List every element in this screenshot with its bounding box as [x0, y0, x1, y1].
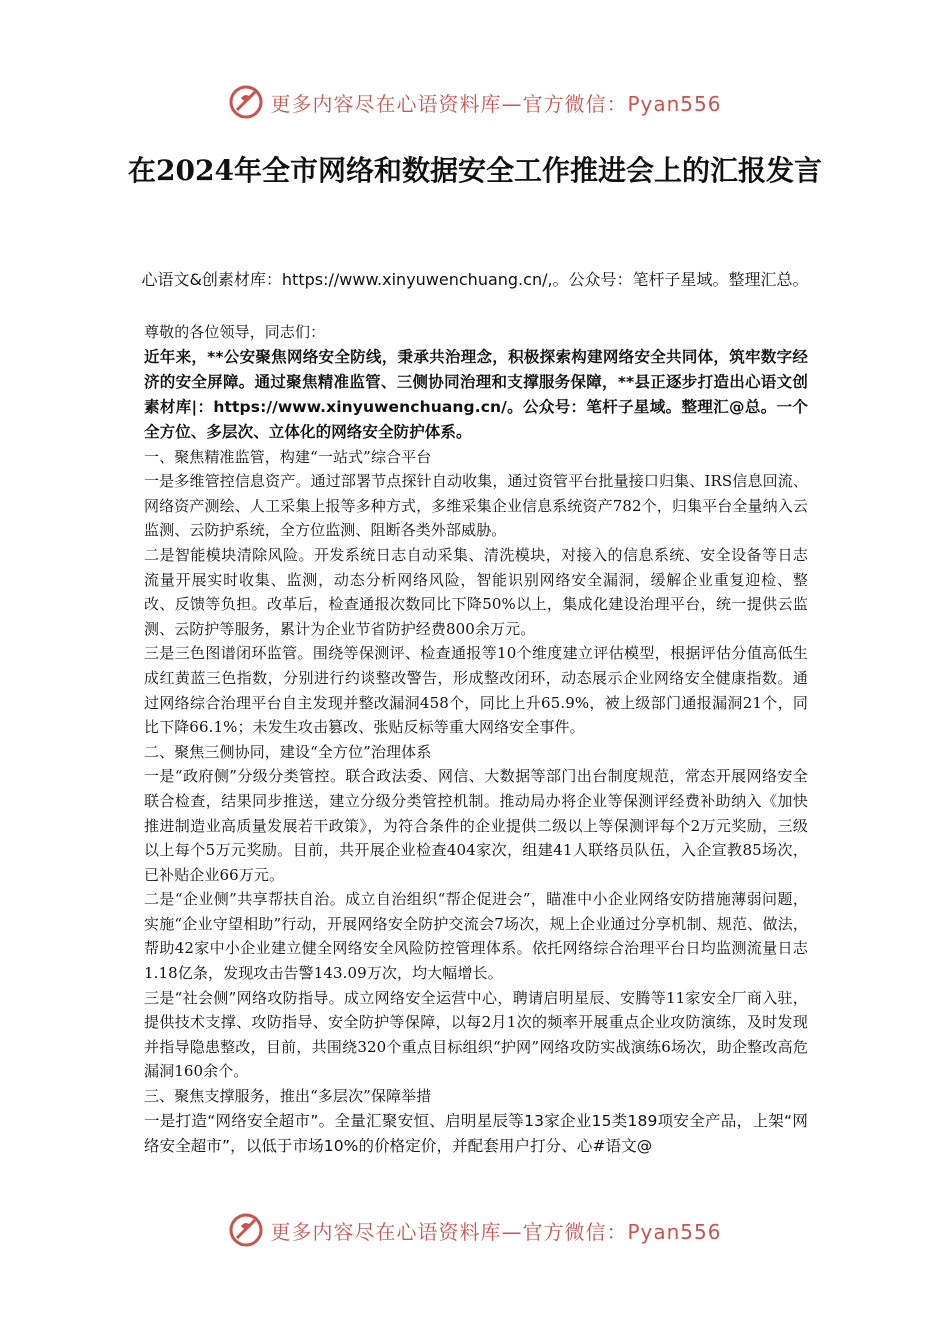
- paragraph: 一是多维管控信息资产。通过部署节点探针自动收集，通过资管平台批量接口归集、IRS信息回流、网络资产测绘、人工采集上报等多种方式，多维采集企业信息系统资产782个，归集平台全量纳入云监测、云防护系统，全方位监测、阻断各类外部威胁。: [144, 472, 808, 540]
- source-line: 心语文&创素材库：https://www.xinyuwenchuang.cn/,。公众号：笔杆子星域。整理汇总。: [141, 270, 809, 289]
- salutation: 尊敬的各位领导，同志们：: [144, 323, 326, 341]
- brand-logo-icon: [228, 84, 264, 120]
- intro-paragraph: 近年来，**公安聚焦网络安全防线，秉承共治理念，积极探索构建网络安全共同体，筑牢数字经济的安全屏障。通过聚焦精准监管、三侧协同治理和支撑服务保障，**县正逐步打造出心语文创素材库|：https://www.xinyuwenchuang.cn/。公众号：笔杆子星域。整理汇@总。一个全方位、多层次、立体化的网络安全防护体系。: [144, 347, 808, 441]
- paragraph: 二是智能模块清除风险。开发系统日志自动采集、清洗模块，对接入的信息系统、安全设备等日志流量开展实时收集、监测，动态分析网络风险，智能识别网络安全漏洞，缓解企业重复迎检、整改、反馈等负担。改革后，检查通报次数同比下降50%以上，集成化建设治理平台，统一提供云监测、云防护等服务，累计为企业节省防护经费800余万元。: [144, 545, 808, 638]
- banner-text: 更多内容尽在心语资料库—官方微信：Pyan556: [270, 1219, 722, 1244]
- paragraph: 一是“政府侧”分级分类管控。联合政法委、网信、大数据等部门出台制度规范，常态开展网络安全联合检查，结果同步推送，建立分级分类管控机制。推动局办将企业等保测评经费补助纳入《加快推进制造业高质量发展若干政策》，为符合条件的企业提供二级以上等保测评每个2万元奖励，三级以上每个5万元奖励。目前，共开展企业检查404家次，组建41人联络员队伍，入企宣教85场次，已补贴企业66万元。: [144, 767, 808, 884]
- brand-logo-icon: [228, 1212, 264, 1248]
- footer-banner: [0, 1208, 950, 1252]
- section-heading-1: 一、聚焦精准监管，构建“一站式”综合平台: [144, 447, 432, 466]
- section-heading-2: 二、聚焦三侧协同，建设“全方位”治理体系: [144, 742, 432, 761]
- paragraph: 三是三色图谱闭环监管。围绕等保测评、检查通报等10个维度建立评估模型，根据评估分值高低生成红黄蓝三色指数，分别进行约谈整改警告，形成整改闭环，动态展示企业网络安全健康指数。通过网络综合治理平台自主发现并整改漏洞458个，同比上升65.9%，被上级部门通报漏洞21个，同比下降66.1%；未发生攻击篡改、张贴反标等重大网络安全事件。: [144, 644, 808, 737]
- page-title: 在2024年全市网络和数据安全工作推进会上的汇报发言: [128, 154, 822, 187]
- paragraph: 三是“社会侧”网络攻防指导。成立网络安全运营中心，聘请启明星辰、安腾等11家安全厂商入驻，提供技术支撑、攻防指导、安全防护等保障，以每2月1次的频率开展重点企业攻防演练，及时发现并指导隐患整改，目前，共围绕320个重点目标组织“护网”网络攻防实战演练6场次，助企整改高危漏洞160余个。: [144, 988, 808, 1081]
- paragraph: 二是“企业侧”共享帮扶自治。成立自治组织“帮企促进会”，瞄准中小企业网络安防措施薄弱问题，实施“企业守望相助”行动，开展网络安全防护交流会7场次，规上企业通过分享机制、规范、做法，帮助42家中小企业建立健全网络安全风险防控管理体系。依托网络综合治理平台日均监测流量日志1.18亿条，发现攻击告警143.09万次，均大幅增长。: [144, 890, 808, 983]
- paragraph: 一是打造“网络安全超市”。全量汇聚安恒、启明星辰等13家企业15类189项安全产品，上架“网络安全超市”，以低于市场10%的价格定价，并配套用户打分、心#语文@: [144, 1111, 808, 1155]
- banner-text: 更多内容尽在心语资料库—官方微信：Pyan556: [270, 91, 722, 116]
- header-banner: [0, 80, 950, 124]
- document-body: [144, 320, 808, 1159]
- section-heading-3: 三、聚焦支撑服务，推出“多层次”保障举措: [144, 1087, 432, 1106]
